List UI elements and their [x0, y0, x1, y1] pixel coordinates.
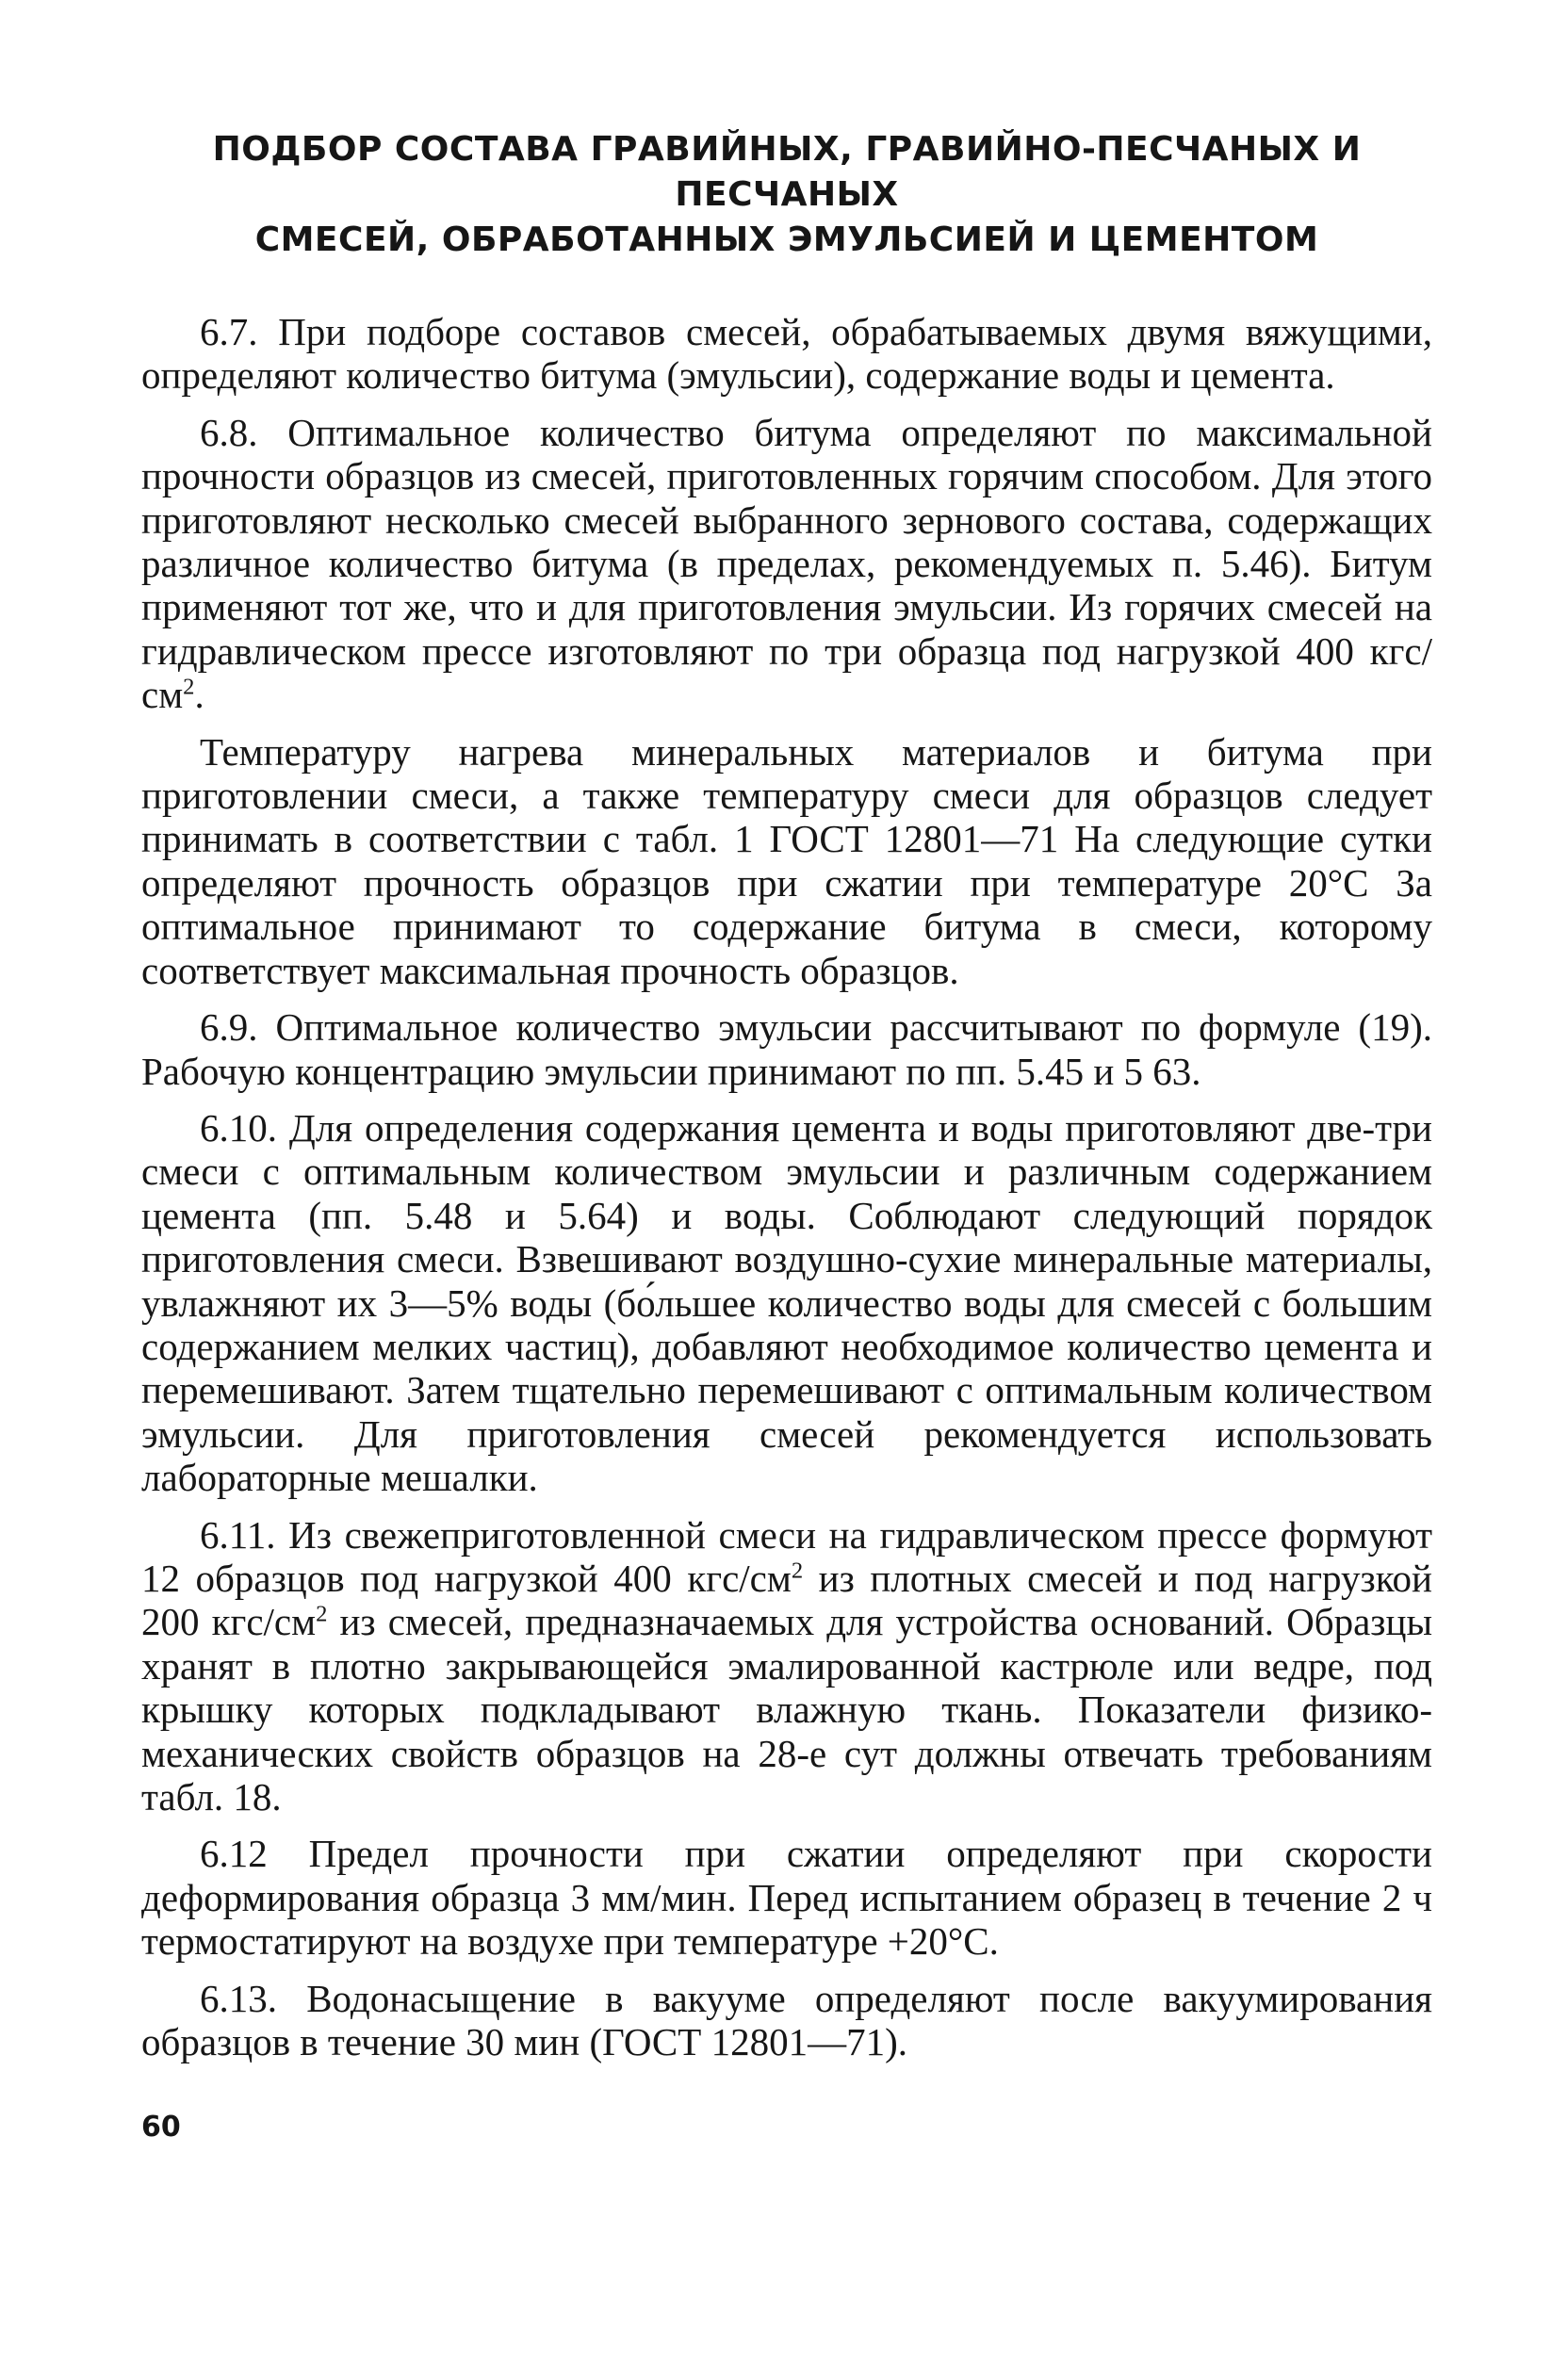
page-number: 60 [141, 2111, 181, 2144]
superscript: 2 [791, 1558, 804, 1584]
paragraph-temperature: Температуру нагрева минеральных материалов и битума при приготовлении смеси, а также температуру смеси для образцов следует принимать в соответствии с табл. 1 ГОСТ 12801—71 На следующие сутки определяют прочность образцов при сжатии при температуре 20°С За оптимальное принимают то содержание битума в смеси, которому соответствует максимальная прочность образцов. [141, 729, 1432, 992]
paragraph-6-11-part-1: 6.11. Из свежеприготовленной смеси на гидравлическом прессе формуют 12 образцов под нагрузкой 400 кгс/см [141, 1512, 1432, 1600]
paragraph-6-11 [141, 1513, 1432, 1819]
paragraph-6-10: 6.10. Для определения содержания цемента и воды приготовляют две-три смеси с оптимальным количеством эмульсии и различным содержанием цемента (пп. 5.48 и 5.64) и воды. Соблюдают следующий порядок приготовления смеси. Взвешивают воздушно-сухие минеральные материалы, увлажняют их 3—5% воды (бо́льшее количество воды для смесей с большим содержанием мелких частиц), добавляют необходимое количество цемента и перемешивают. Затем тщательно перемешивают с оптимальным количеством эмульсии. Для приготовления смесей рекомендуется использовать лабораторные мешалки. [141, 1105, 1432, 1500]
paragraph-6-7: 6.7. При подборе составов смесей, обрабатываемых двумя вяжущими, определяют количество битума (эмульсии), содержание воды и цемента. [141, 310, 1432, 398]
paragraph-6-12: 6.12 Предел прочности при сжатии определяют при скорости деформирования образца 3 мм/мин. Перед испытанием образец в течение 2 ч термостатируют на воздухе при температуре +20°С. [141, 1832, 1432, 1964]
paragraph-6-8-text: 6.8. Оптимальное количество битума определяют по максимальной прочности образцов из смесей, приготовленных горячим способом. Для этого приготовляют несколько смесей выбранного зернового состава, содержащих различное количество битума (в пределах, рекомендуемых п. 5.46). Битум применяют тот же, что и для приготовления эмульсии. Из горячих смесей на гидравлическом прессе изготовляют по три образца под нагрузкой 400 кгс/см [141, 410, 1432, 717]
paragraph-6-8 [141, 411, 1432, 717]
page [141, 127, 1432, 2323]
paragraph-6-8-end: . [194, 673, 204, 717]
paragraph-6-11-part-2: из плотных смесей и под нагрузкой 200 кгс/см [141, 1556, 1432, 1644]
paragraph-6-9: 6.9. Оптимальное количество эмульсии рассчитывают по формуле (19). Рабочую концентрацию эмульсии принимают по пп. 5.45 и 5 63. [141, 1005, 1432, 1093]
paragraph-6-13: 6.13. Водонасыщение в вакууме определяют после вакуумирования образцов в течение 30 мин (ГОСТ 12801—71). [141, 1976, 1432, 2064]
heading-line-2: СМЕСЕЙ, ОБРАБОТАННЫХ ЭМУЛЬСИЕЙ И ЦЕМЕНТОМ [254, 220, 1319, 259]
superscript: 2 [316, 1601, 328, 1627]
body-text [141, 310, 1432, 2063]
section-heading [141, 127, 1432, 263]
paragraph-6-11-part-3: из смесей, предназначаемых для устройства оснований. Образцы хранят в плотно закрывающейся эмалированной кастрюле или ведре, под крышку которых подкладывают влажную ткань. Показатели физико-механических свойств образцов на 28-е сут должны отвечать требованиям табл. 18. [141, 1600, 1432, 1819]
superscript: 2 [183, 674, 195, 700]
heading-line-1: ПОДБОР СОСТАВА ГРАВИЙНЫХ, ГРАВИЙНО-ПЕСЧАНЫХ И ПЕСЧАНЫХ [212, 130, 1362, 214]
